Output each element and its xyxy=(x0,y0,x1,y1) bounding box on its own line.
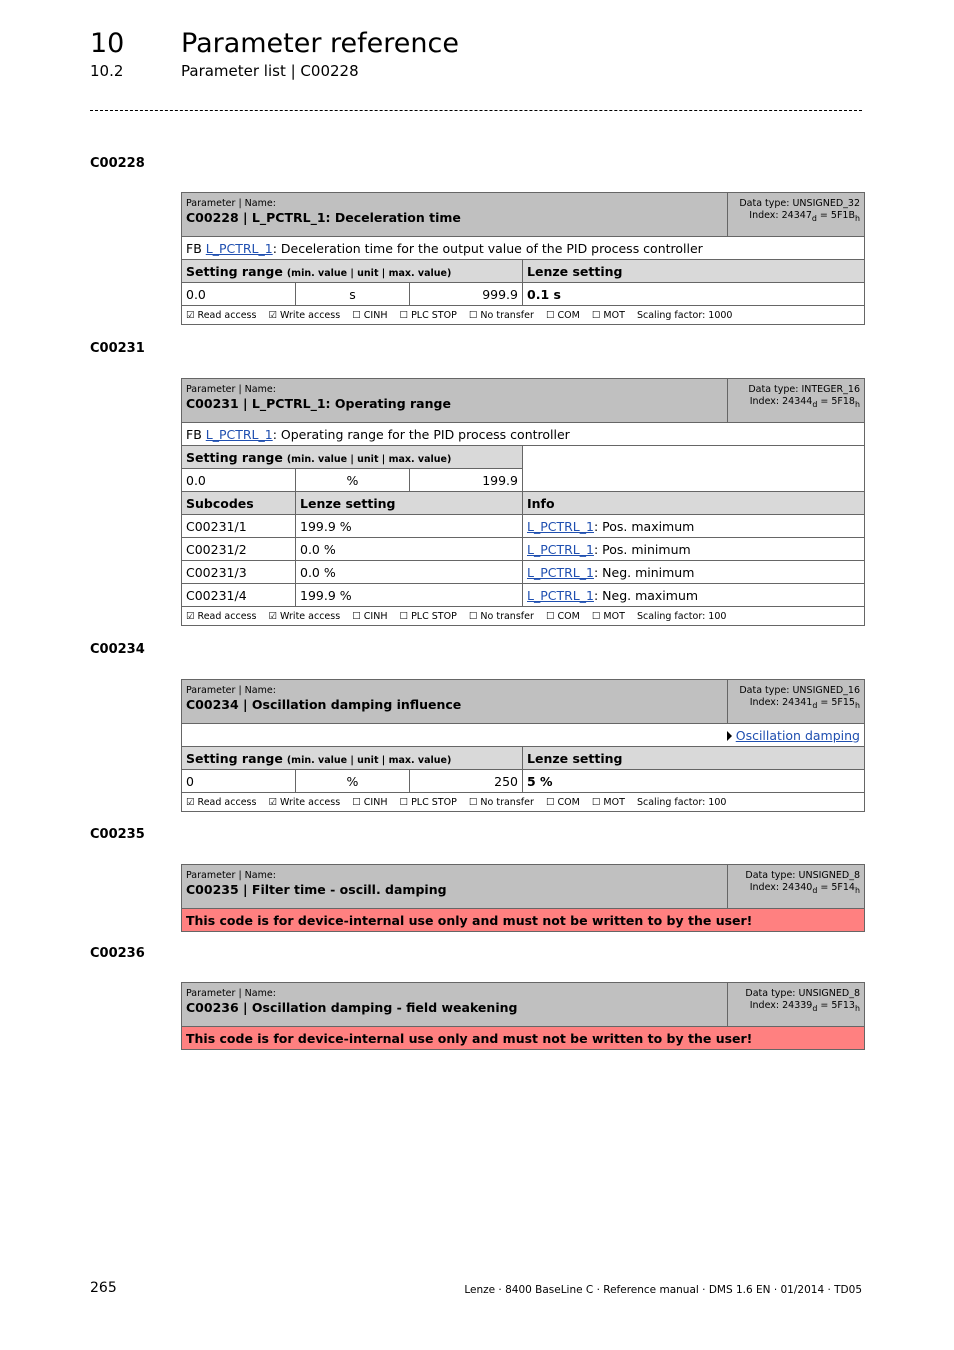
param-name: C00231 | L_PCTRL_1: Operating range xyxy=(186,396,451,411)
param-table-c00236 xyxy=(181,982,865,1050)
section-number: 10.2 xyxy=(90,62,124,80)
param-name-label: Parameter | Name: xyxy=(186,988,276,999)
subcode: C00231/1 xyxy=(182,515,296,538)
code-heading-c00228: C00228 xyxy=(90,156,145,171)
max-value: 999.9 xyxy=(410,283,523,306)
subcode-lenze: 199.9 % xyxy=(296,584,523,607)
fb-link[interactable]: L_PCTRL_1 xyxy=(205,240,273,256)
setting-range-header: Setting range (min. value | unit | max. value) xyxy=(182,747,523,770)
access-flags: ☑ Read access ☑ Write access ☐ CINH ☐ PLC STOP ☐ No transfer ☐ COM ☐ MOT Scaling factor: 1000 xyxy=(182,306,865,325)
param-table-c00235 xyxy=(181,864,865,932)
unit: % xyxy=(296,770,410,793)
lenze-setting-value: 5 % xyxy=(523,770,865,793)
table-row xyxy=(182,538,865,561)
table-row xyxy=(182,561,865,584)
param-name: C00235 | Filter time - oscill. damping xyxy=(186,882,447,897)
subcode-lenze: 0.0 % xyxy=(296,561,523,584)
subcode: C00231/2 xyxy=(182,538,296,561)
subcode-lenze: 0.0 % xyxy=(296,538,523,561)
fb-link[interactable]: L_PCTRL_1 xyxy=(527,564,594,580)
unit: % xyxy=(296,469,410,492)
data-type: Data type: UNSIGNED_32 xyxy=(739,198,860,209)
param-name-label: Parameter | Name: xyxy=(186,384,276,395)
lenze-setting-value: 0.1 s xyxy=(523,283,865,306)
table-row xyxy=(182,515,865,538)
param-table-c00231 xyxy=(181,378,865,626)
footer-text: Lenze · 8400 BaseLine C · Reference manual · DMS 1.6 EN · 01/2014 · TD05 xyxy=(464,1284,862,1296)
fb-link[interactable]: L_PCTRL_1 xyxy=(527,541,594,557)
index: Index: $24340_d = 5F14_h$ xyxy=(749,882,860,895)
min-value: 0.0 xyxy=(182,469,296,492)
fb-link[interactable]: L_PCTRL_1 xyxy=(527,587,594,603)
subcode: C00231/4 xyxy=(182,584,296,607)
param-name-label: Parameter | Name: xyxy=(186,870,276,881)
section-title: Parameter list | C00228 xyxy=(181,62,359,80)
min-value: 0 xyxy=(182,770,296,793)
info-header: Info xyxy=(523,492,865,515)
param-table-c00228 xyxy=(181,192,865,325)
code-heading-c00234: C00234 xyxy=(90,642,145,657)
min-value: 0.0 xyxy=(182,283,296,306)
index: Index: $24347_d = 5F1B_h$ xyxy=(749,210,860,223)
unit: s xyxy=(296,283,410,306)
lenze-setting-header: Lenze setting xyxy=(523,747,865,770)
code-heading-c00235: C00235 xyxy=(90,827,145,842)
chapter-title: Parameter reference xyxy=(181,28,459,59)
code-heading-c00236: C00236 xyxy=(90,946,145,961)
param-name: C00236 | Oscillation damping - field weakening xyxy=(186,1000,518,1015)
param-name: C00228 | L_PCTRL_1: Deceleration time xyxy=(186,210,461,225)
lenze-setting-header: Lenze setting xyxy=(523,260,865,283)
table-row xyxy=(182,584,865,607)
page-number: 265 xyxy=(90,1280,117,1296)
subcode: C00231/3 xyxy=(182,561,296,584)
data-type: Data type: UNSIGNED_8 xyxy=(745,870,860,881)
param-name-label: Parameter | Name: xyxy=(186,198,276,209)
fb-description: FB L_PCTRL_1: Deceleration time for the output value of the PID process controller xyxy=(182,237,865,260)
subcode-info: L_PCTRL_1: Pos. maximum xyxy=(523,515,865,538)
access-flags: ☑ Read access ☑ Write access ☐ CINH ☐ PLC STOP ☐ No transfer ☐ COM ☐ MOT Scaling factor: 100 xyxy=(182,793,865,812)
param-name-label: Parameter | Name: xyxy=(186,685,276,696)
arrow-right-icon xyxy=(727,731,732,741)
oscillation-damping-link[interactable]: Oscillation damping xyxy=(735,727,860,743)
chapter-number: 10 xyxy=(90,28,125,59)
code-heading-c00231: C00231 xyxy=(90,341,145,356)
index: Index: $24344_d = 5F18_h$ xyxy=(749,396,860,409)
data-type: Data type: UNSIGNED_16 xyxy=(739,685,860,696)
internal-use-warning: This code is for device-internal use only and must not be written to by the user! xyxy=(182,1027,865,1050)
data-type: Data type: INTEGER_16 xyxy=(748,384,860,395)
lenze-setting-header: Lenze setting xyxy=(296,492,523,515)
param-name: C00234 | Oscillation damping influence xyxy=(186,697,462,712)
max-value: 199.9 xyxy=(410,469,523,492)
access-flags: ☑ Read access ☑ Write access ☐ CINH ☐ PLC STOP ☐ No transfer ☐ COM ☐ MOT Scaling factor: 100 xyxy=(182,607,865,626)
index: Index: $24341_d = 5F15_h$ xyxy=(749,697,860,710)
subcode-lenze: 199.9 % xyxy=(296,515,523,538)
subcode-info: L_PCTRL_1: Neg. maximum xyxy=(523,584,865,607)
subcode-info: L_PCTRL_1: Neg. minimum xyxy=(523,561,865,584)
setting-range-header: Setting range (min. value | unit | max. value) xyxy=(182,446,523,469)
subcode-info: L_PCTRL_1: Pos. minimum xyxy=(523,538,865,561)
index: Index: $24339_d = 5F13_h$ xyxy=(749,1000,860,1013)
data-type: Data type: UNSIGNED_8 xyxy=(745,988,860,999)
header-divider xyxy=(90,110,862,111)
setting-range-header: Setting range (min. value | unit | max. value) xyxy=(182,260,523,283)
fb-link[interactable]: L_PCTRL_1 xyxy=(205,426,273,442)
param-table-c00234 xyxy=(181,679,865,812)
fb-description: FB L_PCTRL_1: Operating range for the PID process controller xyxy=(182,423,865,446)
subcodes-header: Subcodes xyxy=(182,492,296,515)
fb-link[interactable]: L_PCTRL_1 xyxy=(527,518,594,534)
max-value: 250 xyxy=(410,770,523,793)
internal-use-warning: This code is for device-internal use only and must not be written to by the user! xyxy=(182,909,865,932)
